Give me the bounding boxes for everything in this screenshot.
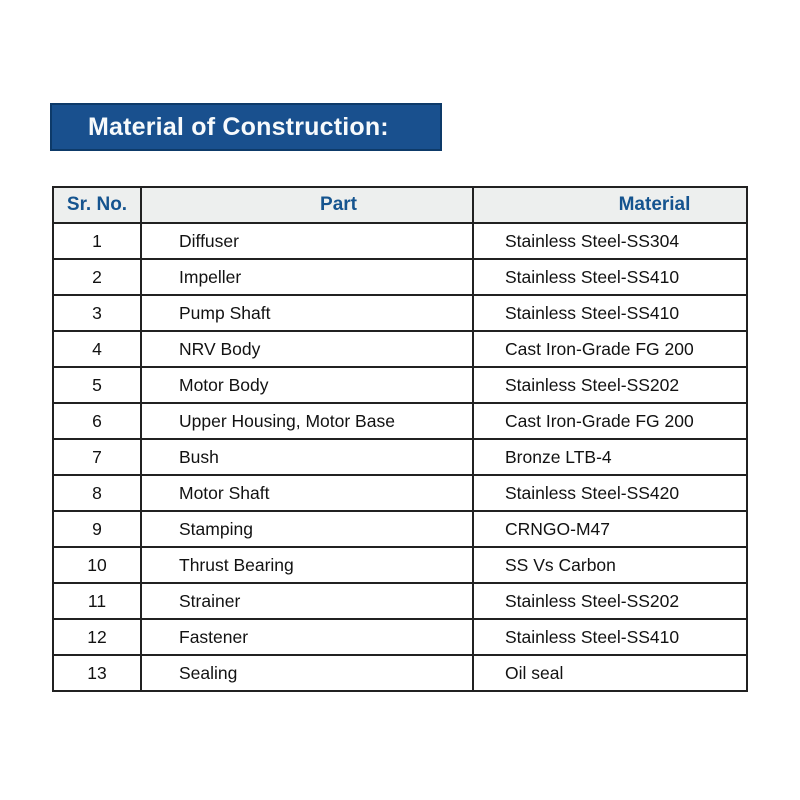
cell-part: Thrust Bearing — [141, 547, 473, 583]
section-title-banner — [50, 103, 442, 151]
cell-sr-no: 6 — [53, 403, 141, 439]
table-row — [53, 511, 747, 547]
cell-material: Stainless Steel-SS410 — [473, 619, 747, 655]
table-body — [53, 223, 747, 691]
cell-material: SS Vs Carbon — [473, 547, 747, 583]
cell-material: CRNGO-M47 — [473, 511, 747, 547]
cell-sr-no: 7 — [53, 439, 141, 475]
cell-material: Stainless Steel-SS410 — [473, 295, 747, 331]
cell-material: Stainless Steel-SS410 — [473, 259, 747, 295]
column-header-part: Part — [141, 187, 473, 223]
cell-material: Cast Iron-Grade FG 200 — [473, 403, 747, 439]
cell-sr-no: 3 — [53, 295, 141, 331]
table-row — [53, 475, 747, 511]
cell-part: Bush — [141, 439, 473, 475]
cell-sr-no: 13 — [53, 655, 141, 691]
table-row — [53, 619, 747, 655]
cell-material: Oil seal — [473, 655, 747, 691]
cell-part: Diffuser — [141, 223, 473, 259]
cell-sr-no: 9 — [53, 511, 141, 547]
table-row — [53, 655, 747, 691]
table-header-row — [53, 187, 747, 223]
column-header-material: Material — [473, 187, 747, 223]
cell-part: NRV Body — [141, 331, 473, 367]
cell-part: Fastener — [141, 619, 473, 655]
materials-table — [52, 186, 748, 692]
cell-sr-no: 8 — [53, 475, 141, 511]
cell-sr-no: 12 — [53, 619, 141, 655]
cell-part: Upper Housing, Motor Base — [141, 403, 473, 439]
cell-sr-no: 2 — [53, 259, 141, 295]
table-row — [53, 259, 747, 295]
cell-part: Pump Shaft — [141, 295, 473, 331]
cell-material: Cast Iron-Grade FG 200 — [473, 331, 747, 367]
cell-part: Sealing — [141, 655, 473, 691]
cell-material: Bronze LTB-4 — [473, 439, 747, 475]
table-row — [53, 403, 747, 439]
table-row — [53, 583, 747, 619]
table-row — [53, 439, 747, 475]
cell-material: Stainless Steel-SS202 — [473, 367, 747, 403]
cell-material: Stainless Steel-SS304 — [473, 223, 747, 259]
cell-material: Stainless Steel-SS202 — [473, 583, 747, 619]
table-row — [53, 547, 747, 583]
table-row — [53, 367, 747, 403]
table-row — [53, 331, 747, 367]
section-title: Material of Construction: — [88, 112, 389, 141]
cell-part: Motor Shaft — [141, 475, 473, 511]
cell-part: Impeller — [141, 259, 473, 295]
cell-sr-no: 4 — [53, 331, 141, 367]
cell-sr-no: 11 — [53, 583, 141, 619]
cell-material: Stainless Steel-SS420 — [473, 475, 747, 511]
table-row — [53, 295, 747, 331]
cell-part: Strainer — [141, 583, 473, 619]
cell-sr-no: 10 — [53, 547, 141, 583]
table-row — [53, 223, 747, 259]
cell-sr-no: 5 — [53, 367, 141, 403]
cell-part: Stamping — [141, 511, 473, 547]
cell-part: Motor Body — [141, 367, 473, 403]
cell-sr-no: 1 — [53, 223, 141, 259]
column-header-sr-no: Sr. No. — [53, 187, 141, 223]
